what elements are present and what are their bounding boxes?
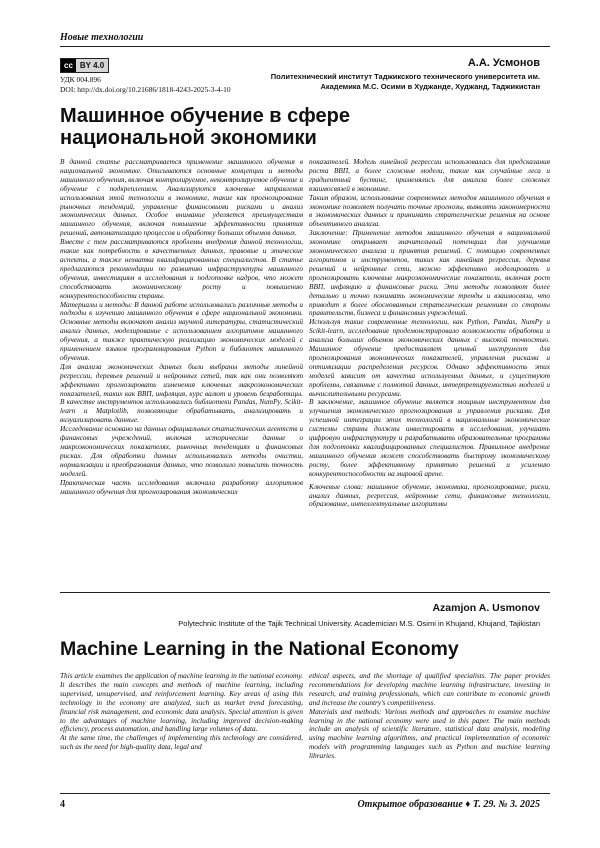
page-number: 4 xyxy=(60,799,65,810)
paragraph: В заключение, машинное обучение является мощным инструментом для улучшения экономического прогнозирования и управления рисками. Для успешной интеграции этих технологий в национальные экономические системы страны должны инвестировать в исследования, улучшать цифровую инфраструктуру и разрабатывать образовательные программы для подготовки квалифицированных специалистов. Правильное внедрение машинного обучения может способствовать быстрому экономическому росту, более эффективному принятию решений и усилению конкурентоспособности на мировой арене. xyxy=(309,397,550,478)
paragraph: Вместе с тем рассматриваются проблемы внедрения данной технологии, такие как потребность в качественных данных, правовые и этические аспекты, а также нехватка квалифицированных специалистов. В статье предлагаются рекомендации по развитию инфраструктуры машинного обучения, инвестициям в исследования и подготовке кадров, что может способствовать экономическому росту и повышению конкурентоспособности страны. xyxy=(60,237,303,300)
paragraph: At the same time, the challenges of implementing this technology are considered, such as the need for high-quality data, legal and xyxy=(60,733,303,752)
abstract-ru-col1 xyxy=(60,158,303,588)
paragraph: Практическая часть исследования включала разработку алгоритмов машинного обучения для прогнозирования экономических xyxy=(60,477,303,496)
abstract-en-col2 xyxy=(309,672,550,788)
paragraph: Таким образом, использование современных методов машинного обучения в экономике позволяет получать точные прогнозы, выявлять закономерности в экономических данных и принимать стратегические решения на основе объективного анализа. xyxy=(309,192,550,229)
journal-footer: Открытое образование ♦ Т. 29. № 3. 2025 xyxy=(357,799,540,810)
udk: УДК 004.896 xyxy=(60,75,101,84)
paragraph: Materials and methods: Various methods and approaches to examine machine learning in the national economy were used in this paper. The main methods include an analysis of scientific literature, statistical data analysis, modeling using machine learning algorithms, and practical implementation of economic models with programming languages such as Python and machine learning libraries. xyxy=(309,706,550,761)
paragraph: Для анализа экономических данных были выбраны методы линейной регрессии, деревьев решений и нейронных сетей, так как они позволяют эффективно прогнозировать изменения ключевых макроэкономических показателей, таких как ВВП, инфляция, курс валют и уровень безработицы. В качестве инструментов использовались библиотеки Pandas, NumPy, Scikit-learn и Matplotlib, позволяющие обрабатывать, анализировать и визуализировать данные. xyxy=(60,361,303,425)
doi-link[interactable]: DOI: http://dx.doi.org/10.21686/1818-4243-2025-3-4-10 xyxy=(60,85,231,94)
paragraph: Материалы и методы: В данной работе использовались различные методы и подходы к изучению машинного обучения в сфере национальной экономики. Основные методы включают анализ научной литературы, статистический анализ данных, моделирование с использованием алгоритмов машинного обучения, а также практическую реализацию экономических моделей с применением языков программирования Python и библиотек машинного обучения. xyxy=(60,299,303,362)
paragraph: Заключение: Применение методов машинного обучения в национальной экономике открывает значительный потенциал для улучшения экономического анализа и принятия решений. С помощью современных алгоритмов и инструментов, таких как линейная регрессия, деревья решений и нейронные сети, можно эффективно моделировать и прогнозировать ключевые макроэкономические показатели, включая рост ВВП, инфляцию и финансовые риски. Эти методы позволяют более детально и точно понимать экономические тренды и взаимосвязи, что приводит к более обоснованным стратегическим решениям со стороны правительств, бизнеса и финансовых учреждений. xyxy=(309,228,550,318)
license-badge xyxy=(60,58,109,73)
license-label: BY 4.0 xyxy=(76,59,108,72)
cc-icon: cc xyxy=(61,59,76,72)
paragraph: В данной статье рассматривается применение машинного обучения в национальной экономике. Описываются основные концепции и методы машинного обучения, включая контролируемое, неконтролируемое обучение и обучение с подкреплением. Анализируются ключевые направления использования этой технологии в экономике, такие как прогнозирование рыночных тенденций, управление финансовыми рисками и анализ экономических данных. Особое внимание уделяется преимуществам машинного обучения, включая повышение эффективности принятия решений, автоматизацию процессов и обработку больших объемов данных. xyxy=(60,158,303,238)
abstract-en-col1 xyxy=(60,672,303,788)
divider-rule xyxy=(60,592,550,593)
abstract-ru-col2 xyxy=(309,158,550,588)
affiliation-ru: Политехнический институт Таджикского технического университета им. Академика М.С. Осими в Худжанде, Худжанд, Таджикистан xyxy=(270,72,540,91)
header-rule xyxy=(60,46,550,47)
keywords-ru: Ключевые слова: машинное обучение, экономика, прогнозирование, риски, анализ данных, регрессия, нейронные сети, финансовые технологии, образование, интеллектуальные алгоритмы xyxy=(309,481,550,509)
author-en: Azamjon A. Usmonov xyxy=(432,602,540,614)
title-ru: Машинное обучение в сфере национальной экономики xyxy=(60,105,350,149)
title-en: Machine Learning in the National Economy xyxy=(60,638,459,660)
paragraph: ethical aspects, and the shortage of qualified specialists. The paper provides recommendations for developing machine learning infrastructure, investing in research, and training professionals, which can contribute to economic growth and increase the country's competitiveness. xyxy=(309,672,550,707)
paragraph: This article examines the application of machine learning in the national economy. It describes the main concepts and methods of machine learning, including supervised, unsupervised, and reinforcement learning. Key areas of using this technology in the economy are analyzed, such as market trend forecasting, financial risk management, and economic data analysis. Special attention is given to the advantages of machine learning, including improved decision-making efficiency, process automation, and handling large volumes of data. xyxy=(60,672,303,734)
paragraph: показателей. Модель линейной регрессии использовалась для предсказания роста ВВП, а более сложные модели, такие как случайные леса и градиентный бустинг, применялись для анализа более сложных взаимосвязей в экономике. xyxy=(309,158,550,193)
paragraph: Исследование основано на данных официальных статистических агентств и финансовых учреждений, включая исторические данные о макроэкономических показателях, рыночных тенденциях и финансовых рисках. Для обработки данных использовались методы очистки, нормализации и преобразования данных, что позволило повысить точность моделей. xyxy=(60,424,303,478)
udk-block xyxy=(60,75,231,95)
paragraph: Используя такие современные технологии, как Python, Pandas, NumPy и Scikit-learn, исследование продемонстрировало возможности обработки и анализа больших объемов экономических данных с высокой точностью. Машинное обучение предоставляет ценный инструмент для прогнозирования экономических показателей, управления рисками и оптимизации распределения ресурсов. Однако эффективность этих моделей зависит от качества используемых данных, и существуют проблемы, связанные с полнотой данных, интерпретируемостью моделей и вычислительными ресурсами. xyxy=(309,317,550,398)
footer-rule xyxy=(60,793,550,794)
section-title: Новые технологии xyxy=(60,32,144,43)
author-ru: А.А. Усмонов xyxy=(467,57,540,69)
affiliation-en: Polytechnic Institute of the Tajik Technical University. Academician M.S. Osimi in Khujand, Khujand, Tajikistan xyxy=(178,619,540,628)
